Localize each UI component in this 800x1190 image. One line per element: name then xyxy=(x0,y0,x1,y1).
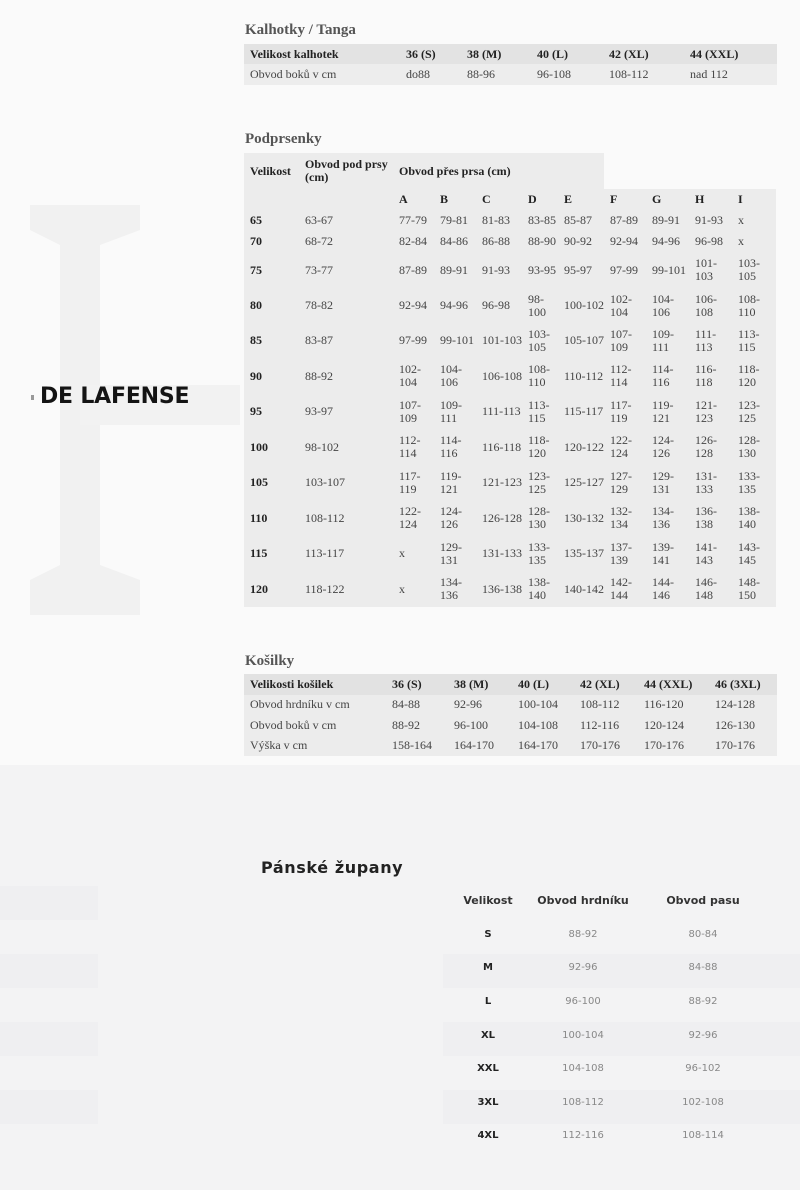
table-cell: 123-125 xyxy=(522,465,558,500)
table-cell: 170-176 xyxy=(644,738,684,753)
table-cell: 110 xyxy=(244,500,299,536)
table-cell: 82-84 xyxy=(393,231,434,252)
table-cell: 96-100 xyxy=(565,996,601,1008)
table-cell: 105-107 xyxy=(558,323,604,358)
table-cell: 85 xyxy=(244,323,299,358)
table-cell: 88-92 xyxy=(392,717,420,732)
table-cell: 118-120 xyxy=(522,429,558,465)
table-cell: 120-124 xyxy=(644,717,684,732)
table-cell: 84-88 xyxy=(392,697,420,712)
empty-cell xyxy=(244,189,299,210)
table-header-row xyxy=(244,674,777,695)
table-cell: 116-120 xyxy=(644,697,684,712)
table-cell: 117-119 xyxy=(393,465,434,500)
table-cell: 116-118 xyxy=(476,429,522,465)
table-cell: x xyxy=(732,210,776,231)
table-cell: 96-102 xyxy=(685,1063,721,1075)
stripe xyxy=(0,1090,98,1124)
table-cell: 106-108 xyxy=(476,358,522,394)
table-cell: 96-98 xyxy=(689,231,732,252)
table-cell: 124-128 xyxy=(715,697,755,712)
table-cell: 107-109 xyxy=(393,394,434,429)
table-row xyxy=(443,951,773,985)
shirts-size-table xyxy=(244,674,777,756)
table-cell: 121-123 xyxy=(476,465,522,500)
table-cell: do88 xyxy=(406,67,430,81)
header-cell-under-bust: Obvod pod prsy (cm) xyxy=(299,153,393,189)
table-cell: 96-98 xyxy=(476,288,522,323)
table-cell: 108-110 xyxy=(732,288,776,323)
table-cell: 133-135 xyxy=(732,465,776,500)
table-cell: 148-150 xyxy=(732,571,776,607)
table-cell: 106-108 xyxy=(689,288,732,323)
table-cell: 111-113 xyxy=(476,394,522,429)
table-row xyxy=(244,465,776,500)
table-cell: 116-118 xyxy=(689,358,732,394)
cup-header: D xyxy=(522,189,558,210)
header-cell: Velikost kalhotek xyxy=(250,46,339,61)
table-cell: 113-117 xyxy=(299,536,393,571)
stripe xyxy=(0,1022,98,1056)
table-cell: 112-114 xyxy=(604,358,646,394)
header-cell: Velikost xyxy=(463,894,513,908)
table-cell: 124-126 xyxy=(646,429,689,465)
table-cell: 98-102 xyxy=(299,429,393,465)
table-row xyxy=(244,210,776,231)
table-row xyxy=(244,323,776,358)
table-cell: 83-85 xyxy=(522,210,558,231)
table-cell: 128-130 xyxy=(732,429,776,465)
empty-cell xyxy=(299,189,393,210)
table-cell: 136-138 xyxy=(689,500,732,536)
header-cell: Velikosti košilek xyxy=(250,676,334,691)
table-cell: 134-136 xyxy=(646,500,689,536)
table-row xyxy=(244,571,776,607)
table-cell: 96-108 xyxy=(537,67,571,81)
table-cell: 170-176 xyxy=(715,738,755,753)
table-cell: 88-96 xyxy=(467,67,495,81)
table-cell: 114-116 xyxy=(434,429,476,465)
table-cell: 128-130 xyxy=(522,500,558,536)
table-cell: 141-143 xyxy=(689,536,732,571)
table-cell: 88-92 xyxy=(299,358,393,394)
table-cell: 119-121 xyxy=(434,465,476,500)
table-row xyxy=(244,736,777,757)
robes-title: Pánské župany xyxy=(261,858,404,877)
table-cell: 108-112 xyxy=(299,500,393,536)
table-cell: 80-84 xyxy=(688,928,718,940)
table-cell: 138-140 xyxy=(732,500,776,536)
table-row xyxy=(244,358,776,394)
table-cell: 105 xyxy=(244,465,299,500)
header-cell: 36 (S) xyxy=(392,676,422,691)
table-cell: 110-112 xyxy=(558,358,604,394)
table-cell: 142-144 xyxy=(604,571,646,607)
header-cell: 42 (XL) xyxy=(580,676,620,691)
table-cell: S xyxy=(484,928,492,940)
table-cell: 81-83 xyxy=(476,210,522,231)
shirts-title: Košilky xyxy=(245,653,295,669)
table-cell: 113-115 xyxy=(732,323,776,358)
table-row xyxy=(244,429,776,465)
table-cell: 101-103 xyxy=(476,323,522,358)
table-cell: 3XL xyxy=(477,1096,499,1108)
table-cell: 85-87 xyxy=(558,210,604,231)
table-cell: 140-142 xyxy=(558,571,604,607)
table-cell: 95 xyxy=(244,394,299,429)
table-cell: 93-95 xyxy=(522,252,558,288)
table-cell: 144-146 xyxy=(646,571,689,607)
table-cell: XXL xyxy=(477,1063,499,1075)
panties-size-table xyxy=(244,44,777,85)
table-cell: 138-140 xyxy=(522,571,558,607)
table-cell: 92-96 xyxy=(454,697,482,712)
header-cell: 44 (XXL) xyxy=(690,46,739,61)
table-cell: 102-104 xyxy=(393,358,434,394)
table-header-row xyxy=(443,884,773,918)
table-cell: 84-86 xyxy=(434,231,476,252)
table-cell: 4XL xyxy=(477,1130,499,1142)
table-cell: 112-116 xyxy=(580,717,620,732)
table-cell: 89-91 xyxy=(434,252,476,288)
table-cell: 164-170 xyxy=(454,738,494,753)
table-cell: 112-116 xyxy=(562,1130,604,1142)
table-cell: L xyxy=(484,996,492,1008)
table-cell: 122-124 xyxy=(393,500,434,536)
table-cell: XL xyxy=(480,1029,496,1041)
table-cell: 92-94 xyxy=(393,288,434,323)
table-cell: 102-104 xyxy=(604,288,646,323)
table-cell: Výška v cm xyxy=(250,738,308,753)
table-cell: 101-103 xyxy=(689,252,732,288)
table-cell: 93-97 xyxy=(299,394,393,429)
table-row xyxy=(244,231,776,252)
table-cell: 121-123 xyxy=(689,394,732,429)
table-cell: 99-101 xyxy=(646,252,689,288)
table-cell: x xyxy=(393,571,434,607)
table-row xyxy=(443,1119,773,1153)
table-cell: 63-67 xyxy=(299,210,393,231)
table-cell: 113-115 xyxy=(522,394,558,429)
table-cell: 77-79 xyxy=(393,210,434,231)
table-row xyxy=(244,252,776,288)
table-cell: 131-133 xyxy=(476,536,522,571)
table-cell: 143-145 xyxy=(732,536,776,571)
table-cell: 90-92 xyxy=(558,231,604,252)
table-cell: 134-136 xyxy=(434,571,476,607)
table-cell: 136-138 xyxy=(476,571,522,607)
brand-logo-text: DE LAFENSE xyxy=(40,384,190,409)
table-cell: 92-96 xyxy=(568,962,598,974)
table-cell: 70 xyxy=(244,231,299,252)
table-cell: 91-93 xyxy=(689,210,732,231)
table-cell: 164-170 xyxy=(518,738,558,753)
table-cell: 109-111 xyxy=(434,394,476,429)
cup-header-row xyxy=(244,189,776,210)
stripe xyxy=(0,954,98,988)
table-row xyxy=(443,985,773,1019)
table-cell: 83-87 xyxy=(299,323,393,358)
table-cell: 86-88 xyxy=(476,231,522,252)
table-header-row xyxy=(244,153,776,189)
table-cell: 100 xyxy=(244,429,299,465)
table-cell: 103-107 xyxy=(299,465,393,500)
table-row xyxy=(244,715,777,736)
cup-header: I xyxy=(732,189,776,210)
table-row xyxy=(443,1086,773,1120)
cup-header: A xyxy=(393,189,434,210)
table-cell: 88-92 xyxy=(568,928,598,940)
table-cell: 68-72 xyxy=(299,231,393,252)
table-cell: 120-122 xyxy=(558,429,604,465)
table-cell: 95-97 xyxy=(558,252,604,288)
table-cell: 78-82 xyxy=(299,288,393,323)
table-cell: 73-77 xyxy=(299,252,393,288)
table-cell: 170-176 xyxy=(580,738,620,753)
table-cell: 139-141 xyxy=(646,536,689,571)
table-cell: 123-125 xyxy=(732,394,776,429)
table-cell: 126-130 xyxy=(715,717,755,732)
table-cell: 126-128 xyxy=(689,429,732,465)
header-cell: 38 (M) xyxy=(467,46,502,61)
table-cell: 92-96 xyxy=(688,1029,718,1041)
table-cell: Obvod boků v cm xyxy=(250,67,337,81)
table-cell: Obvod hrdníku v cm xyxy=(250,697,350,712)
table-cell: 97-99 xyxy=(393,323,434,358)
table-row xyxy=(244,64,777,85)
table-cell: 97-99 xyxy=(604,252,646,288)
table-cell: 87-89 xyxy=(393,252,434,288)
table-cell: 104-106 xyxy=(646,288,689,323)
table-cell: 133-135 xyxy=(522,536,558,571)
table-row xyxy=(244,500,776,536)
table-cell: 108-112 xyxy=(580,697,620,712)
table-cell: 88-90 xyxy=(522,231,558,252)
brand-mark xyxy=(31,395,34,400)
table-cell: 137-139 xyxy=(604,536,646,571)
table-cell: 102-108 xyxy=(682,1096,724,1108)
table-cell: 96-100 xyxy=(454,717,488,732)
table-cell: 135-137 xyxy=(558,536,604,571)
table-cell: 117-119 xyxy=(604,394,646,429)
table-cell: 104-106 xyxy=(434,358,476,394)
header-cell: 40 (L) xyxy=(518,676,549,691)
table-cell: 120 xyxy=(244,571,299,607)
cup-header: H xyxy=(689,189,732,210)
table-cell: 84-88 xyxy=(688,962,718,974)
table-cell: 65 xyxy=(244,210,299,231)
table-cell: 132-134 xyxy=(604,500,646,536)
table-cell: M xyxy=(483,962,493,974)
table-cell: 100-102 xyxy=(558,288,604,323)
table-cell: 118-122 xyxy=(299,571,393,607)
table-cell: x xyxy=(732,231,776,252)
table-cell: 98-100 xyxy=(522,288,558,323)
table-cell: 131-133 xyxy=(689,465,732,500)
table-cell: 115-117 xyxy=(558,394,604,429)
table-row xyxy=(244,695,777,716)
header-cell: 40 (L) xyxy=(537,46,568,61)
table-cell: 122-124 xyxy=(604,429,646,465)
table-row xyxy=(244,288,776,323)
table-cell: 126-128 xyxy=(476,500,522,536)
table-cell: 124-126 xyxy=(434,500,476,536)
table-cell: 129-131 xyxy=(434,536,476,571)
robes-size-table xyxy=(443,884,773,1153)
table-cell: 108-112 xyxy=(609,67,649,81)
table-cell: 111-113 xyxy=(689,323,732,358)
table-cell: 79-81 xyxy=(434,210,476,231)
table-cell: 108-112 xyxy=(562,1096,604,1108)
table-cell: Obvod boků v cm xyxy=(250,717,337,732)
header-cell: Obvod hrdníku xyxy=(537,894,629,908)
header-cell-size: Velikost xyxy=(244,153,299,189)
table-cell: 146-148 xyxy=(689,571,732,607)
table-row xyxy=(443,1018,773,1052)
table-cell: x xyxy=(393,536,434,571)
table-cell: 103-105 xyxy=(522,323,558,358)
table-row xyxy=(443,918,773,952)
table-row xyxy=(244,394,776,429)
table-cell: 94-96 xyxy=(646,231,689,252)
table-header-row xyxy=(244,44,777,64)
table-row xyxy=(443,1052,773,1086)
cup-header: F xyxy=(604,189,646,210)
table-cell: nad 112 xyxy=(690,67,728,81)
table-cell: 75 xyxy=(244,252,299,288)
header-cell: 42 (XL) xyxy=(609,46,649,61)
table-cell: 104-108 xyxy=(562,1063,604,1075)
table-cell: 100-104 xyxy=(562,1029,604,1041)
table-cell: 130-132 xyxy=(558,500,604,536)
table-cell: 103-105 xyxy=(732,252,776,288)
table-cell: 108-114 xyxy=(682,1130,724,1142)
header-cell: 44 (XXL) xyxy=(644,676,693,691)
table-cell: 108-110 xyxy=(522,358,558,394)
table-cell: 119-121 xyxy=(646,394,689,429)
table-cell: 89-91 xyxy=(646,210,689,231)
cup-header: B xyxy=(434,189,476,210)
header-cell: 46 (3XL) xyxy=(715,676,761,691)
table-cell: 90 xyxy=(244,358,299,394)
table-cell: 127-129 xyxy=(604,465,646,500)
table-cell: 88-92 xyxy=(688,996,718,1008)
table-row xyxy=(244,536,776,571)
table-cell: 107-109 xyxy=(604,323,646,358)
header-spacer xyxy=(604,153,776,189)
table-cell: 118-120 xyxy=(732,358,776,394)
table-cell: 158-164 xyxy=(392,738,432,753)
table-cell: 109-111 xyxy=(646,323,689,358)
table-cell: 104-108 xyxy=(518,717,558,732)
header-cell: Obvod pasu xyxy=(666,894,740,908)
bras-title: Podprsenky xyxy=(245,131,322,147)
cup-header: G xyxy=(646,189,689,210)
table-cell: 115 xyxy=(244,536,299,571)
table-cell: 100-104 xyxy=(518,697,558,712)
header-cell: 38 (M) xyxy=(454,676,489,691)
cup-header: E xyxy=(558,189,604,210)
table-cell: 94-96 xyxy=(434,288,476,323)
table-cell: 125-127 xyxy=(558,465,604,500)
stripe xyxy=(0,886,98,920)
cup-header: C xyxy=(476,189,522,210)
panties-title: Kalhotky / Tanga xyxy=(245,22,356,38)
table-cell: 80 xyxy=(244,288,299,323)
table-cell: 91-93 xyxy=(476,252,522,288)
header-cell: 36 (S) xyxy=(406,46,436,61)
table-cell: 114-116 xyxy=(646,358,689,394)
bras-size-table xyxy=(244,153,776,607)
table-cell: 87-89 xyxy=(604,210,646,231)
table-cell: 92-94 xyxy=(604,231,646,252)
table-cell: 112-114 xyxy=(393,429,434,465)
table-cell: 129-131 xyxy=(646,465,689,500)
header-cell-over-bust: Obvod přes prsa (cm) xyxy=(393,153,604,189)
table-cell: 99-101 xyxy=(434,323,476,358)
